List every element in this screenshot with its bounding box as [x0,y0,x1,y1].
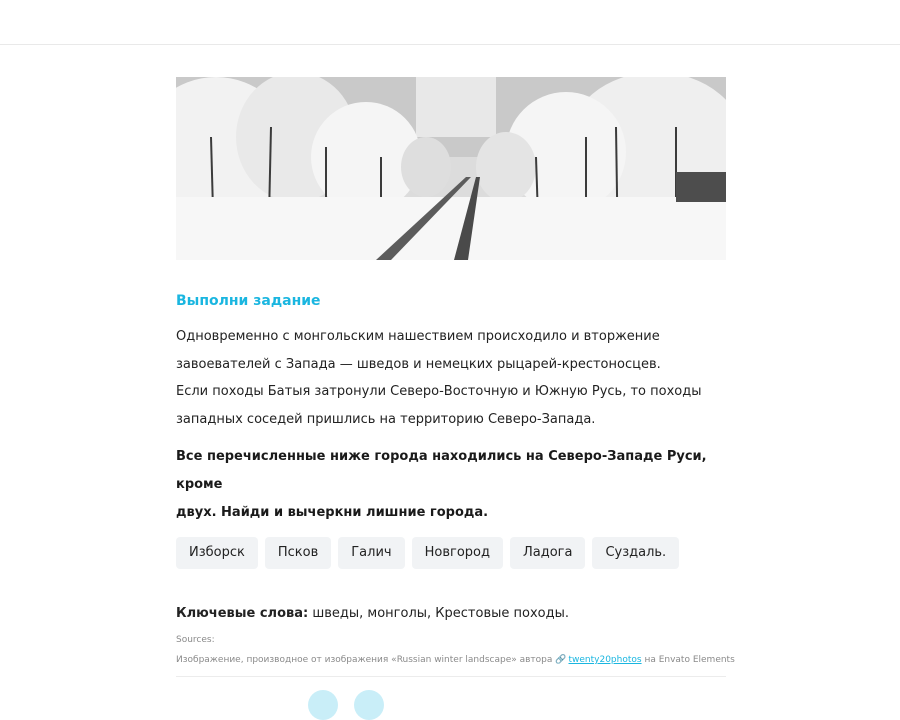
hero-image [176,77,726,260]
task-paragraph [176,323,726,433]
city-chip-novgorod[interactable]: Новгород [412,537,503,569]
top-bar [0,0,900,45]
keywords [176,604,726,624]
nav-prev-button[interactable] [308,690,338,720]
task-instruction [176,443,726,527]
city-chip-suzdal[interactable]: Суздаль. [592,537,679,569]
sources-prefix: Изображение, производное от изображения «Russian winter landscape» автора [176,655,556,665]
sources-suffix: на Envato Elements [641,655,735,665]
city-chip-galich[interactable]: Галич [338,537,404,569]
city-chip-pskov[interactable]: Псков [265,537,331,569]
paragraph-line: Если походы Батыя затронули Северо-Восточную и Южную Русь, то походы [176,384,702,399]
footer-divider [176,676,726,677]
nav-next-button[interactable] [354,690,384,720]
lesson-content [176,77,735,666]
keywords-label: Ключевые слова: [176,606,309,621]
city-chip-izborsk[interactable]: Изборск [176,537,258,569]
author-link[interactable]: twenty20photos [568,655,642,665]
paragraph-line: западных соседей пришлись на территорию Северо-Запада. [176,411,596,427]
instruction-line: двух. Найди и вычеркни лишние города. [176,505,489,520]
city-chips [176,537,726,569]
paragraph-line: Одновременно с монгольским нашествием происходило и вторжение [176,329,660,344]
paragraph-line: завоевателей с Запада — шведов и немецких рыцарей-крестоносцев. [176,356,661,372]
link-icon: 🔗 [555,655,567,665]
task-title: Выполни задание [176,293,321,309]
city-chip-ladoga[interactable]: Ладога [510,537,585,569]
instruction-line: Все перечисленные ниже города находились на Северо-Западе Руси, кроме [176,449,707,492]
keywords-value: шведы, монголы, Крестовые походы. [308,606,569,621]
sources-attribution [176,654,735,666]
sources-label: Sources: [176,635,215,645]
